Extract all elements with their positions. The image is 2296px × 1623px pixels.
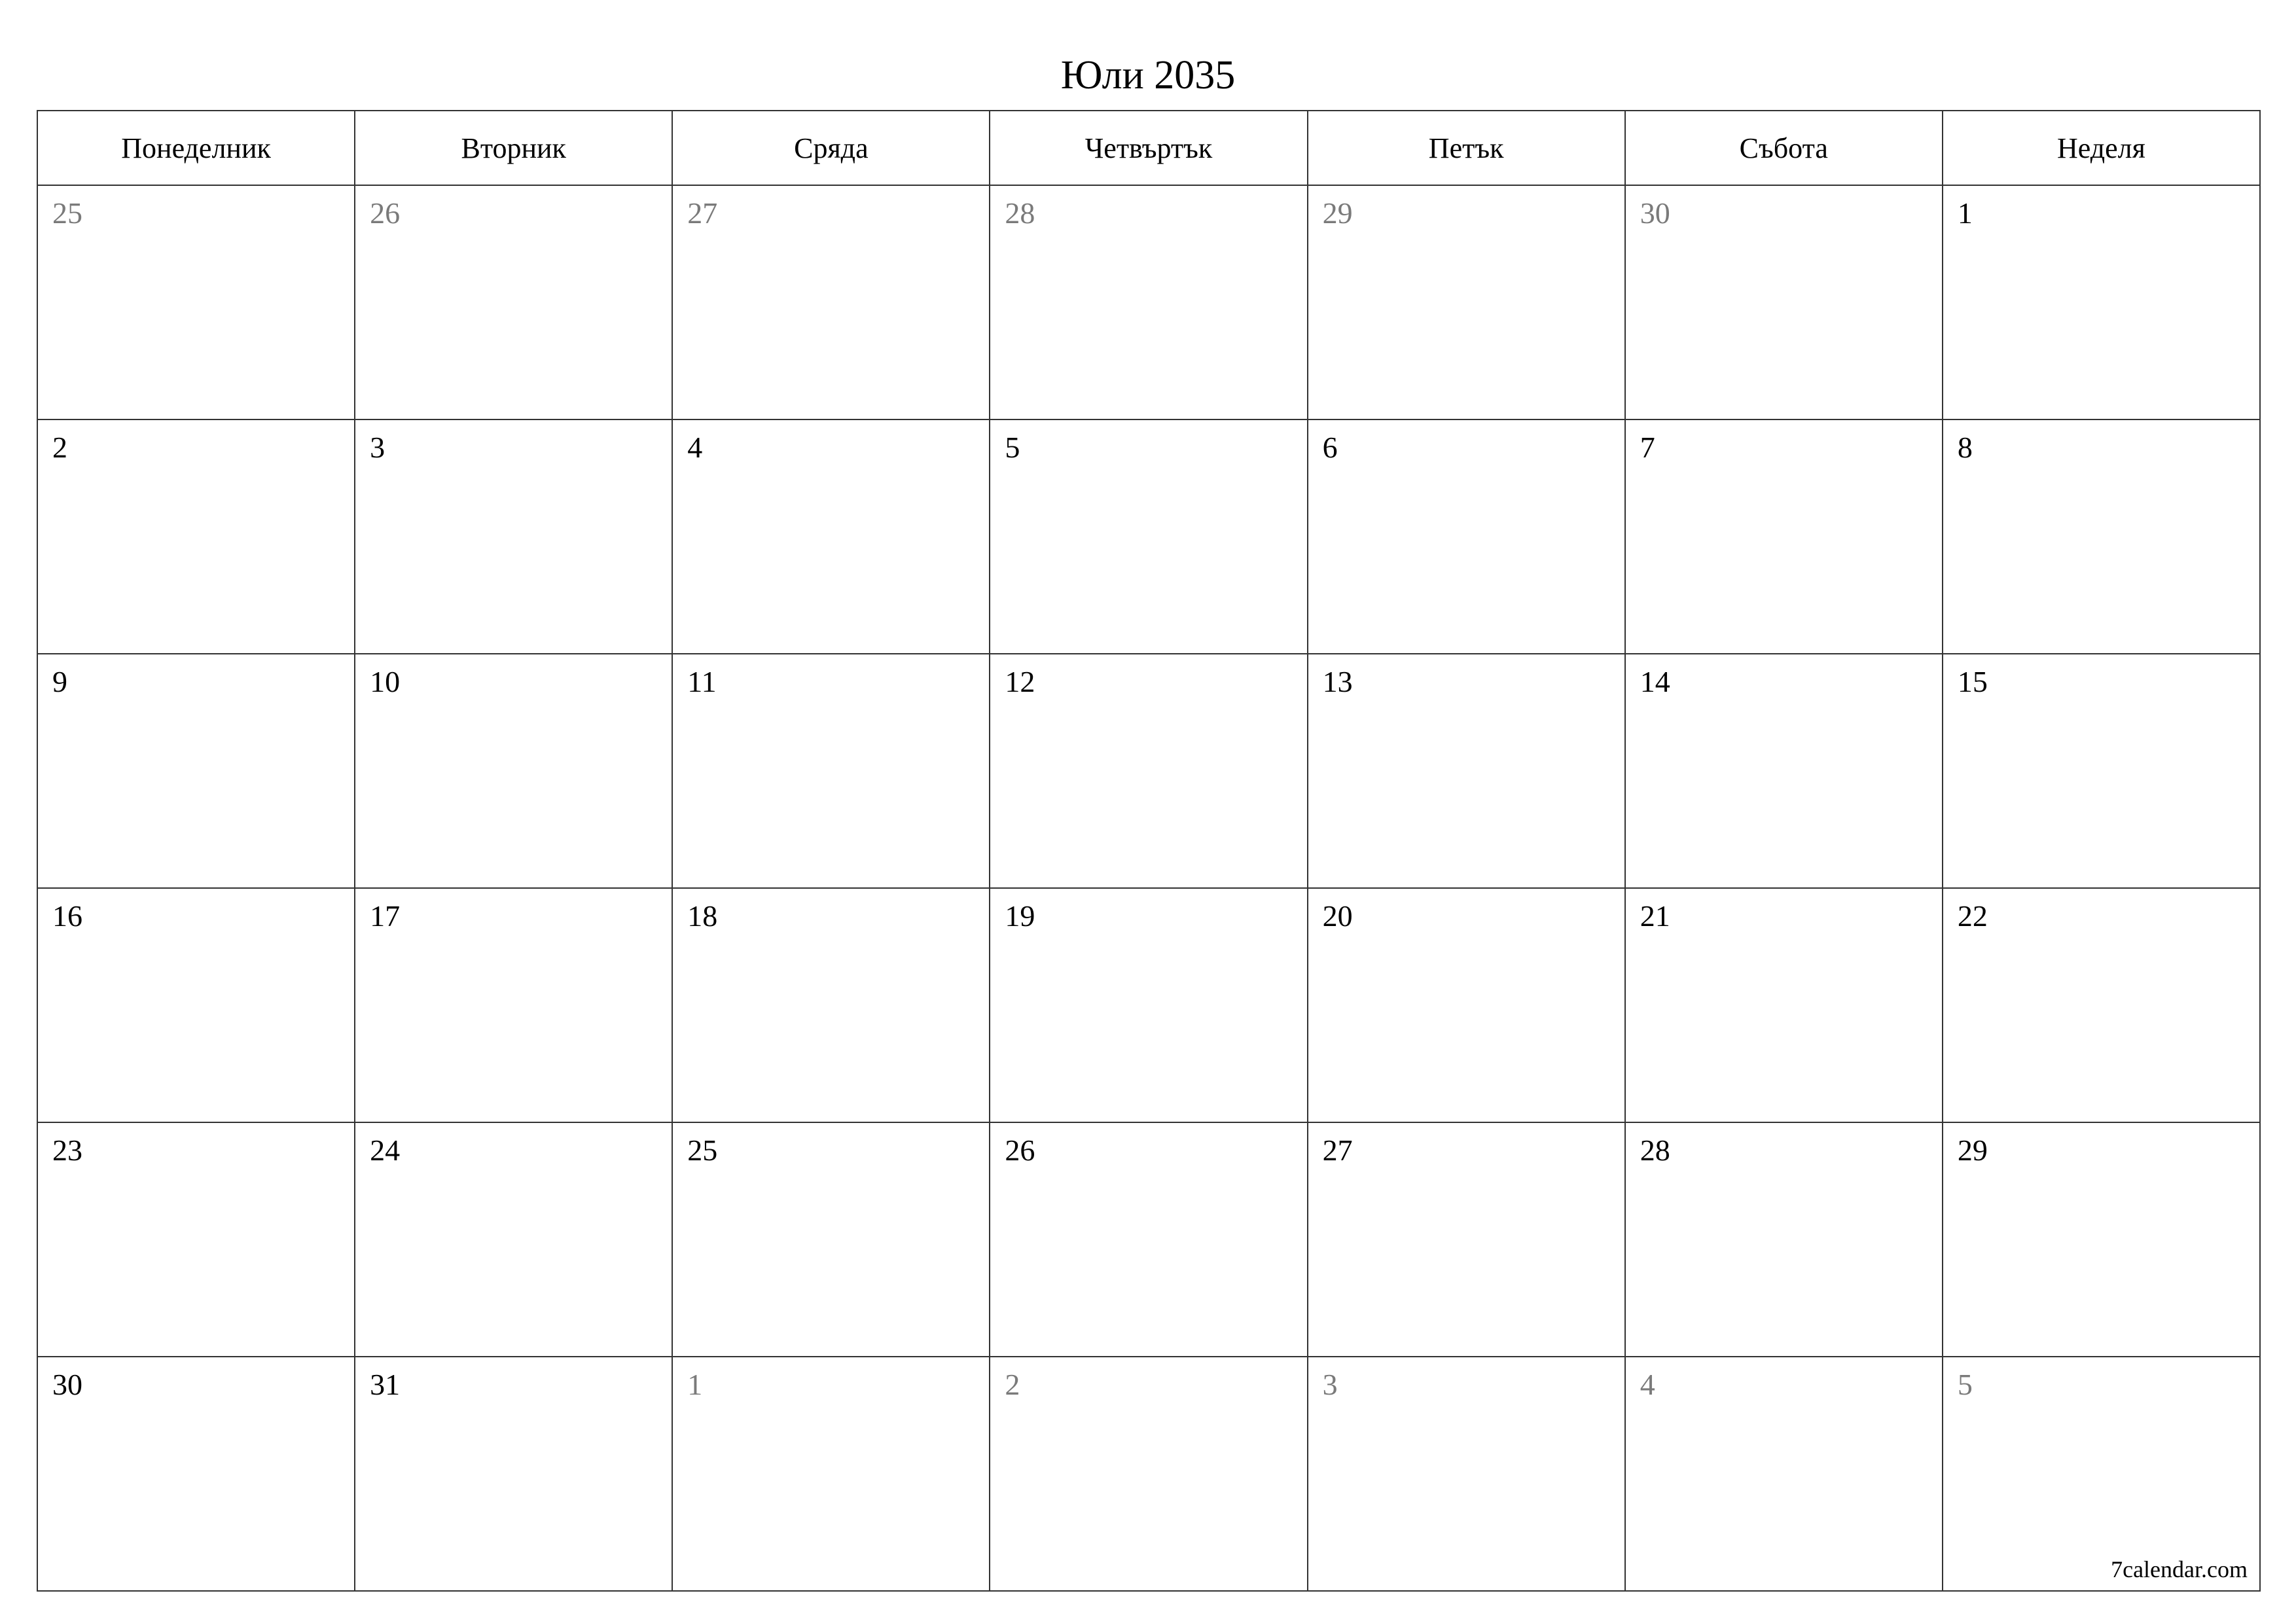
- day-cell: [1943, 1122, 2260, 1357]
- day-cell: [1943, 654, 2260, 888]
- day-cell: [355, 185, 672, 419]
- week-row: [37, 185, 2260, 419]
- day-number: 21: [1640, 899, 1670, 933]
- weekday-header: Събота: [1625, 111, 1943, 185]
- day-cell: [1625, 654, 1943, 888]
- day-number: 8: [1957, 431, 1973, 464]
- day-number: 18: [687, 899, 718, 933]
- day-number: 30: [52, 1368, 82, 1401]
- weekday-header: Неделя: [1943, 111, 2260, 185]
- calendar-title: Юли 2035: [1060, 53, 1236, 98]
- day-cell: [990, 888, 1307, 1122]
- day-number: 29: [1322, 196, 1353, 230]
- day-number: 12: [1005, 665, 1035, 698]
- day-cell: [990, 1357, 1307, 1591]
- day-cell: [37, 654, 355, 888]
- day-cell: [990, 185, 1307, 419]
- day-cell: [1308, 888, 1625, 1122]
- day-cell: [355, 1122, 672, 1357]
- week-row: [37, 419, 2260, 654]
- day-cell: [672, 654, 990, 888]
- day-number: 27: [1322, 1133, 1353, 1167]
- day-cell: [37, 1122, 355, 1357]
- day-cell: [1943, 419, 2260, 654]
- weekday-header: Понеделник: [37, 111, 355, 185]
- day-cell: [1308, 654, 1625, 888]
- day-number: 5: [1957, 1368, 1973, 1401]
- day-cell: [1943, 888, 2260, 1122]
- day-number: 15: [1957, 665, 1988, 698]
- day-number: 1: [687, 1368, 703, 1401]
- day-number: 14: [1640, 665, 1670, 698]
- day-number: 22: [1957, 899, 1988, 933]
- day-number: 25: [52, 196, 82, 230]
- day-cell: [1943, 185, 2260, 419]
- day-cell: [672, 888, 990, 1122]
- day-number: 3: [370, 431, 386, 464]
- day-cell: [1308, 419, 1625, 654]
- weekday-header-row: [37, 111, 2260, 185]
- week-row: [37, 1122, 2260, 1357]
- day-cell: [672, 185, 990, 419]
- day-number: 19: [1005, 899, 1035, 933]
- day-number: 26: [1005, 1133, 1035, 1167]
- day-number: 28: [1005, 196, 1035, 230]
- day-number: 3: [1322, 1368, 1338, 1401]
- week-row: [37, 1357, 2260, 1591]
- day-number: 16: [52, 899, 82, 933]
- day-number: 11: [687, 665, 717, 698]
- day-cell: [672, 1122, 990, 1357]
- day-number: 13: [1322, 665, 1353, 698]
- day-cell: [355, 654, 672, 888]
- weekday-header: Сряда: [672, 111, 990, 185]
- day-number: 10: [370, 665, 401, 698]
- day-number: 1: [1957, 196, 1973, 230]
- day-cell: [37, 185, 355, 419]
- day-number: 9: [52, 665, 67, 698]
- day-cell: [355, 419, 672, 654]
- day-cell: [37, 888, 355, 1122]
- day-cell: [1308, 1122, 1625, 1357]
- day-number: 4: [1640, 1368, 1655, 1401]
- day-cell: [672, 419, 990, 654]
- day-number: 26: [370, 196, 401, 230]
- weekday-header: Вторник: [355, 111, 672, 185]
- day-cell: [1625, 1357, 1943, 1591]
- week-row: [37, 654, 2260, 888]
- day-cell: [355, 1357, 672, 1591]
- day-cell: [355, 888, 672, 1122]
- day-cell: [37, 1357, 355, 1591]
- weekday-header: Петък: [1308, 111, 1625, 185]
- day-number: 27: [687, 196, 718, 230]
- day-number: 30: [1640, 196, 1670, 230]
- weekday-header: Четвъртък: [990, 111, 1307, 185]
- day-cell: [1625, 888, 1943, 1122]
- day-cell: [1625, 419, 1943, 654]
- day-cell: [1625, 1122, 1943, 1357]
- day-number: 24: [370, 1133, 401, 1167]
- day-cell: [672, 1357, 990, 1591]
- week-row: [37, 888, 2260, 1122]
- site-credit: 7calendar.com: [2111, 1556, 2248, 1582]
- day-number: 17: [370, 899, 401, 933]
- day-number: 20: [1322, 899, 1353, 933]
- calendar-grid: [37, 110, 2261, 1592]
- day-number: 25: [687, 1133, 718, 1167]
- day-cell: [1625, 185, 1943, 419]
- day-cell: [990, 1122, 1307, 1357]
- day-number: 5: [1005, 431, 1020, 464]
- day-number: 28: [1640, 1133, 1670, 1167]
- day-number: 4: [687, 431, 703, 464]
- day-number: 23: [52, 1133, 82, 1167]
- day-number: 2: [52, 431, 67, 464]
- day-cell: [990, 419, 1307, 654]
- day-cell: [1308, 185, 1625, 419]
- day-number: 31: [370, 1368, 401, 1401]
- day-number: 7: [1640, 431, 1655, 464]
- day-number: 29: [1957, 1133, 1988, 1167]
- day-cell: [990, 654, 1307, 888]
- day-cell: [1943, 1357, 2260, 1591]
- day-number: 6: [1322, 431, 1338, 464]
- day-number: 2: [1005, 1368, 1020, 1401]
- day-cell: [1308, 1357, 1625, 1591]
- day-cell: [37, 419, 355, 654]
